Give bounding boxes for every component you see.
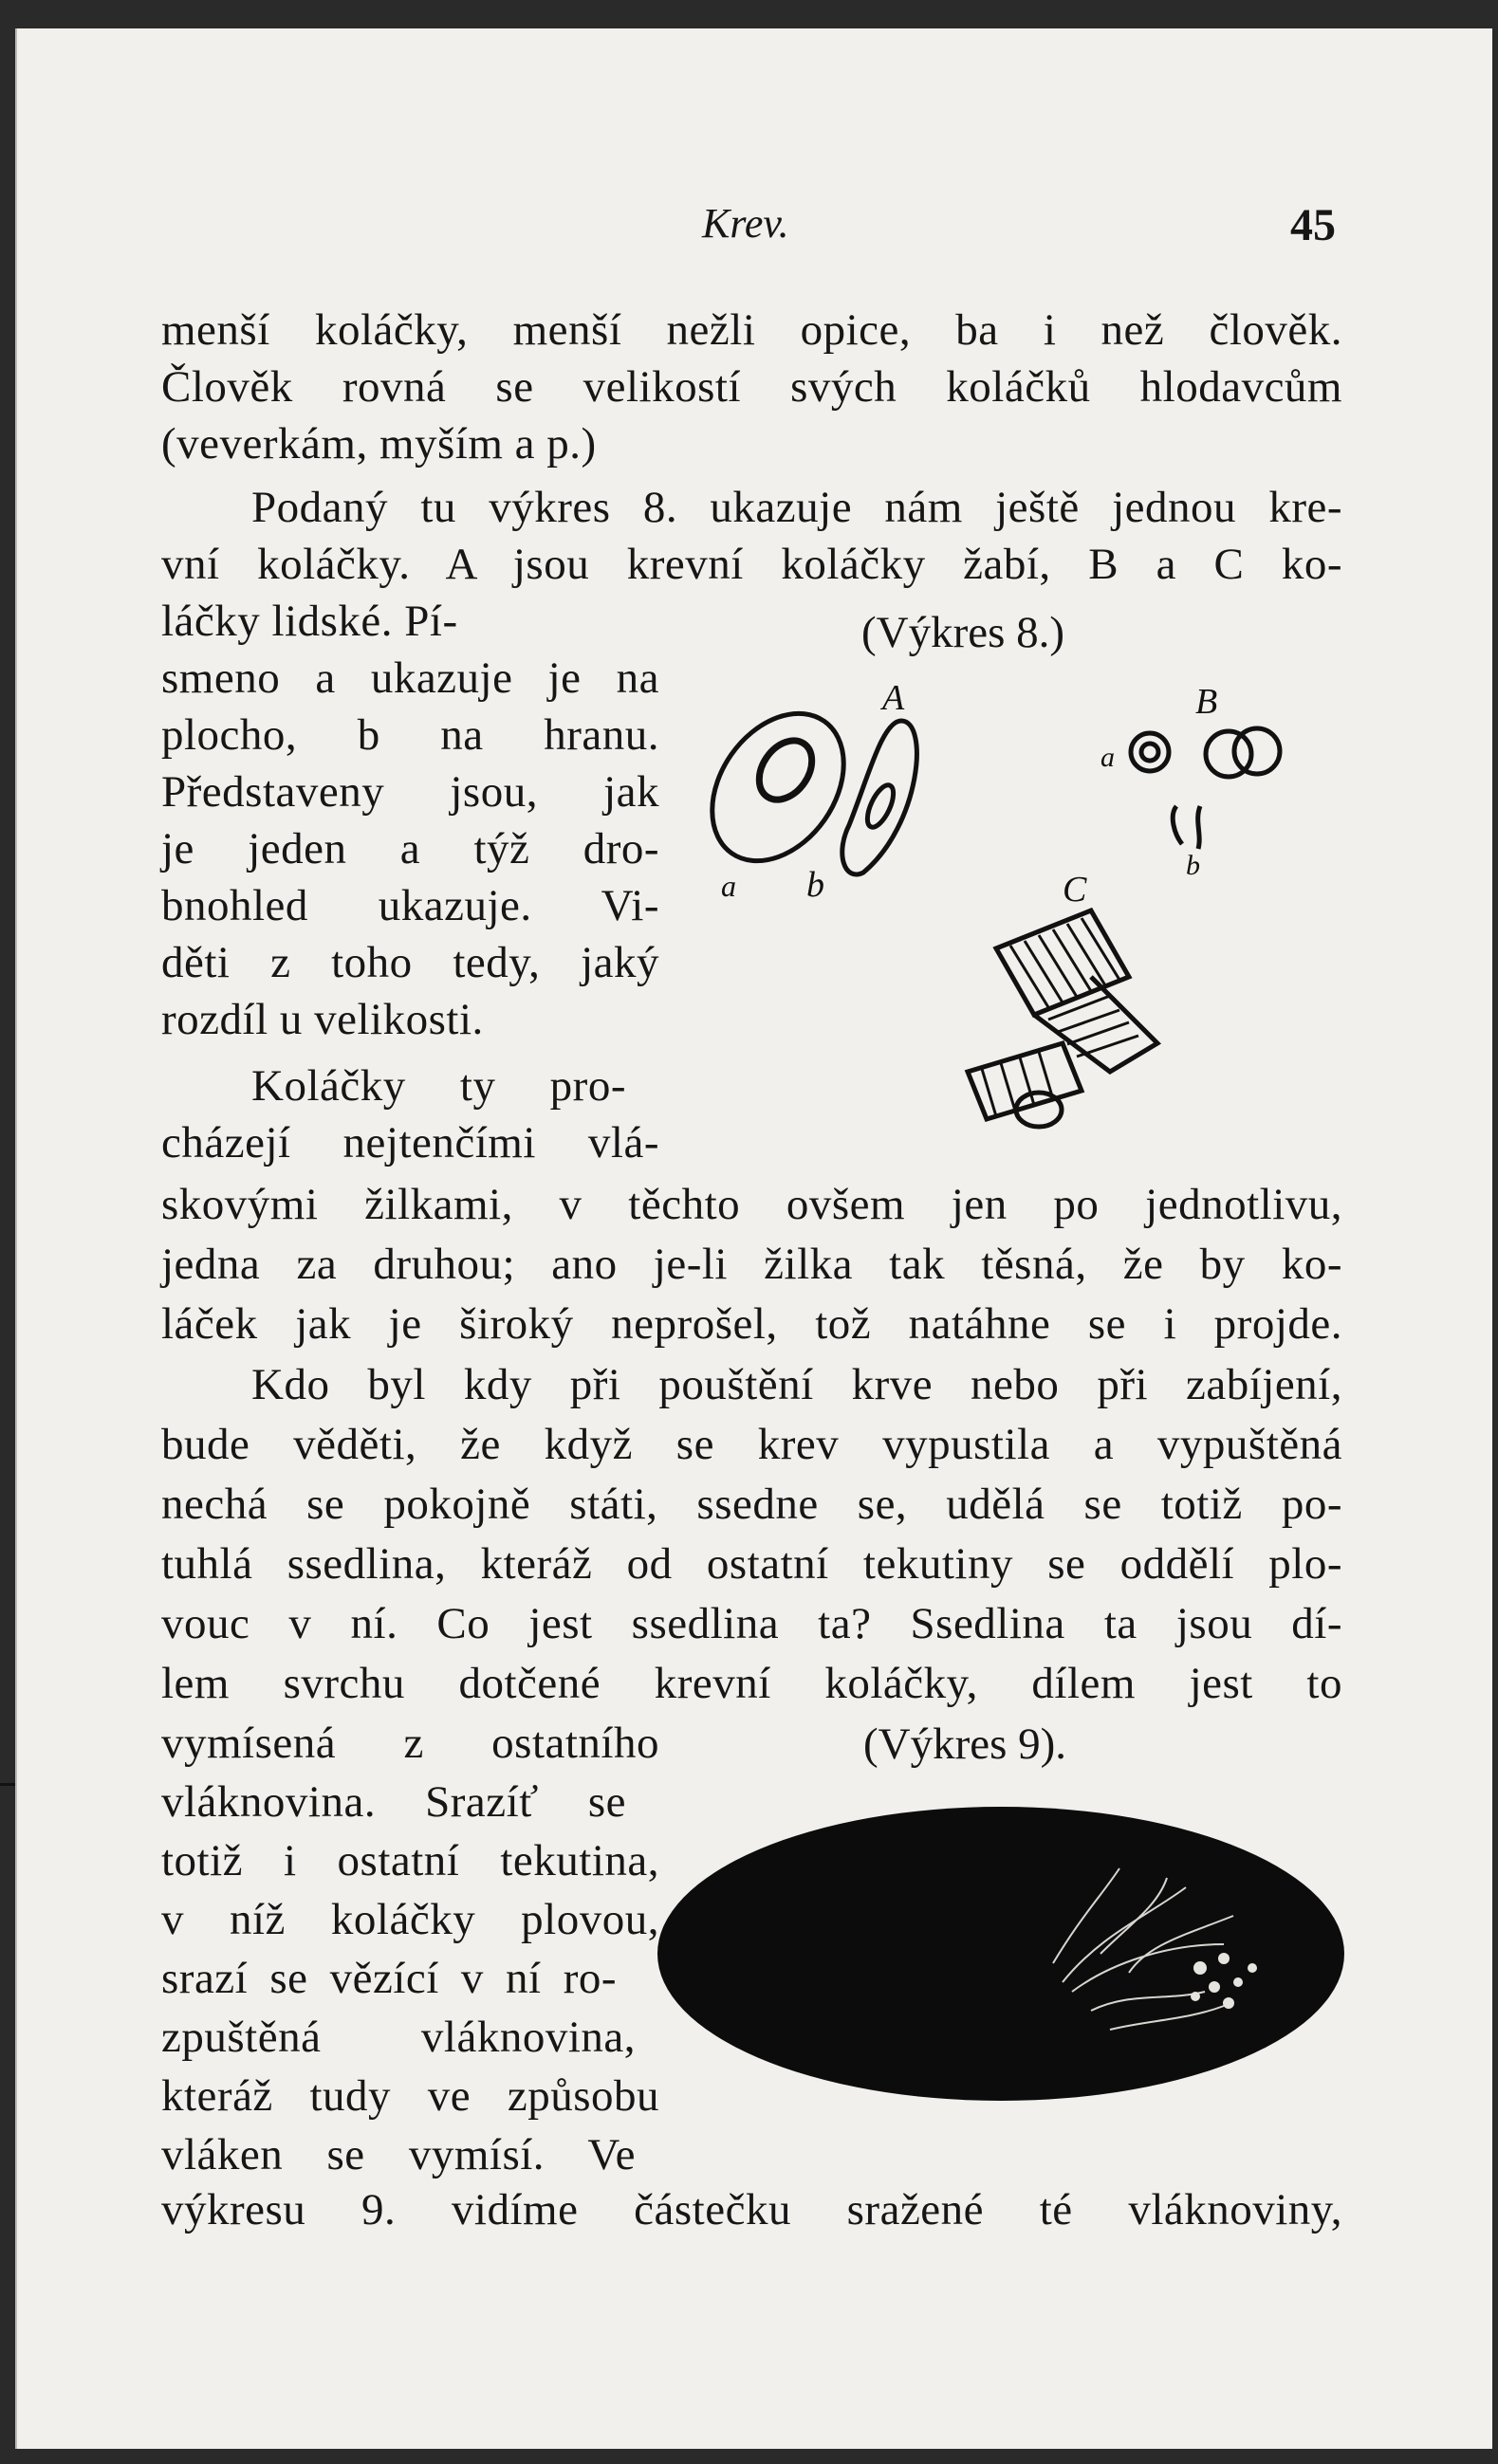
human-cell-flat bbox=[1131, 733, 1169, 771]
text-line: bnohled ukazuje. Vi- bbox=[161, 881, 659, 930]
figure-9-fibrin-clot bbox=[655, 1802, 1347, 2105]
text-line: vymísená z ostatního bbox=[161, 1719, 659, 1768]
text-line: bude věděti, že když se krev vypustila a vypuštěná bbox=[161, 1420, 1342, 1469]
figure-8-label-B: B bbox=[1195, 682, 1218, 722]
text-line: je jeden a týž dro- bbox=[161, 824, 659, 873]
text-line: vláknovina. Srazíť se bbox=[161, 1777, 626, 1827]
frog-cell-nucleus bbox=[749, 730, 823, 809]
text-line: láčky lidské. Pí- bbox=[161, 597, 458, 646]
text-line: děti z toho tedy, jaký bbox=[161, 938, 659, 987]
figure-8-label-C: C bbox=[1063, 870, 1087, 910]
figure-8-label-b-small: b bbox=[1186, 850, 1200, 881]
text-line: nechá se pokojně státi, ssedne se, udělá se totiž po- bbox=[161, 1480, 1342, 1529]
human-cell-edge bbox=[1173, 806, 1200, 849]
running-header-title: Krev. bbox=[702, 200, 789, 247]
figure-8-blood-cells bbox=[683, 664, 1347, 1195]
text-line: zpuštěná vláknovina, bbox=[161, 2013, 636, 2062]
figure-8-label-a-small: a bbox=[1100, 742, 1115, 773]
text-line: Koláčky ty pro- bbox=[251, 1061, 626, 1111]
figure-8-label-A: A bbox=[882, 678, 905, 718]
text-line: rozdíl u velikosti. bbox=[161, 995, 484, 1044]
text-line: jedna za druhou; ano je-li žilka tak těsná, že by ko- bbox=[161, 1240, 1342, 1289]
text-line: v níž koláčky plovou, bbox=[161, 1895, 659, 1944]
text-line: vláken se vymísí. Ve bbox=[161, 2130, 636, 2179]
text-line: skovými žilkami, v těchto ovšem jen po jednotlivu, bbox=[161, 1180, 1342, 1229]
figure-9-dark-field bbox=[657, 1807, 1344, 2101]
text-line: menší koláčky, menší nežli opice, ba i než člověk. bbox=[161, 305, 1342, 355]
text-line: vouc v ní. Co jest ssedlina ta? Ssedlina ta jsou dí- bbox=[161, 1599, 1342, 1648]
text-line: vní koláčky. A jsou krevní koláčky žabí, B a C ko- bbox=[161, 540, 1342, 589]
text-line: smeno a ukazuje je na bbox=[161, 653, 659, 703]
text-line: kteráž tudy ve způsobu bbox=[161, 2071, 659, 2121]
text-line: Podaný tu výkres 8. ukazuje nám ještě jednou kre- bbox=[251, 483, 1342, 532]
text-line: lem svrchu dotčené krevní koláčky, dílem jest to bbox=[161, 1659, 1342, 1708]
figure-8-label-a: a bbox=[721, 869, 736, 903]
text-line: Představeny jsou, jak bbox=[161, 767, 659, 817]
text-line: Člověk rovná se velikostí svých koláčků hlodavcům bbox=[161, 362, 1342, 412]
text-line: cházejí nejtenčími vlá- bbox=[161, 1118, 659, 1168]
frog-cell-edge bbox=[842, 721, 917, 874]
text-line: totiž i ostatní tekutina, bbox=[161, 1836, 659, 1885]
text-line: výkresu 9. vidíme částečku sražené té vláknoviny, bbox=[161, 2185, 1342, 2234]
text-line: tuhlá ssedlina, kteráž od ostatní tekutiny se oddělí plo- bbox=[161, 1539, 1342, 1589]
text-line: láček jak je široký neprošel, tož natáhne se i projde. bbox=[161, 1299, 1342, 1349]
figure-8-label-b: b bbox=[806, 865, 824, 905]
text-line: srazí se vězící v ní ro- bbox=[161, 1954, 617, 2003]
page-edge-mark bbox=[0, 1783, 15, 1786]
human-cell-rouleaux bbox=[968, 910, 1157, 1127]
figure-9-caption: (Výkres 9). bbox=[863, 1719, 1067, 1769]
text-line: Kdo byl kdy při pouštění krve nebo při zabíjení, bbox=[251, 1360, 1342, 1409]
text-line: (veverkám, myším a p.) bbox=[161, 419, 597, 469]
page-number: 45 bbox=[1290, 200, 1336, 250]
text-line: plocho, b na hranu. bbox=[161, 710, 659, 760]
figure-8-caption: (Výkres 8.) bbox=[861, 608, 1065, 657]
